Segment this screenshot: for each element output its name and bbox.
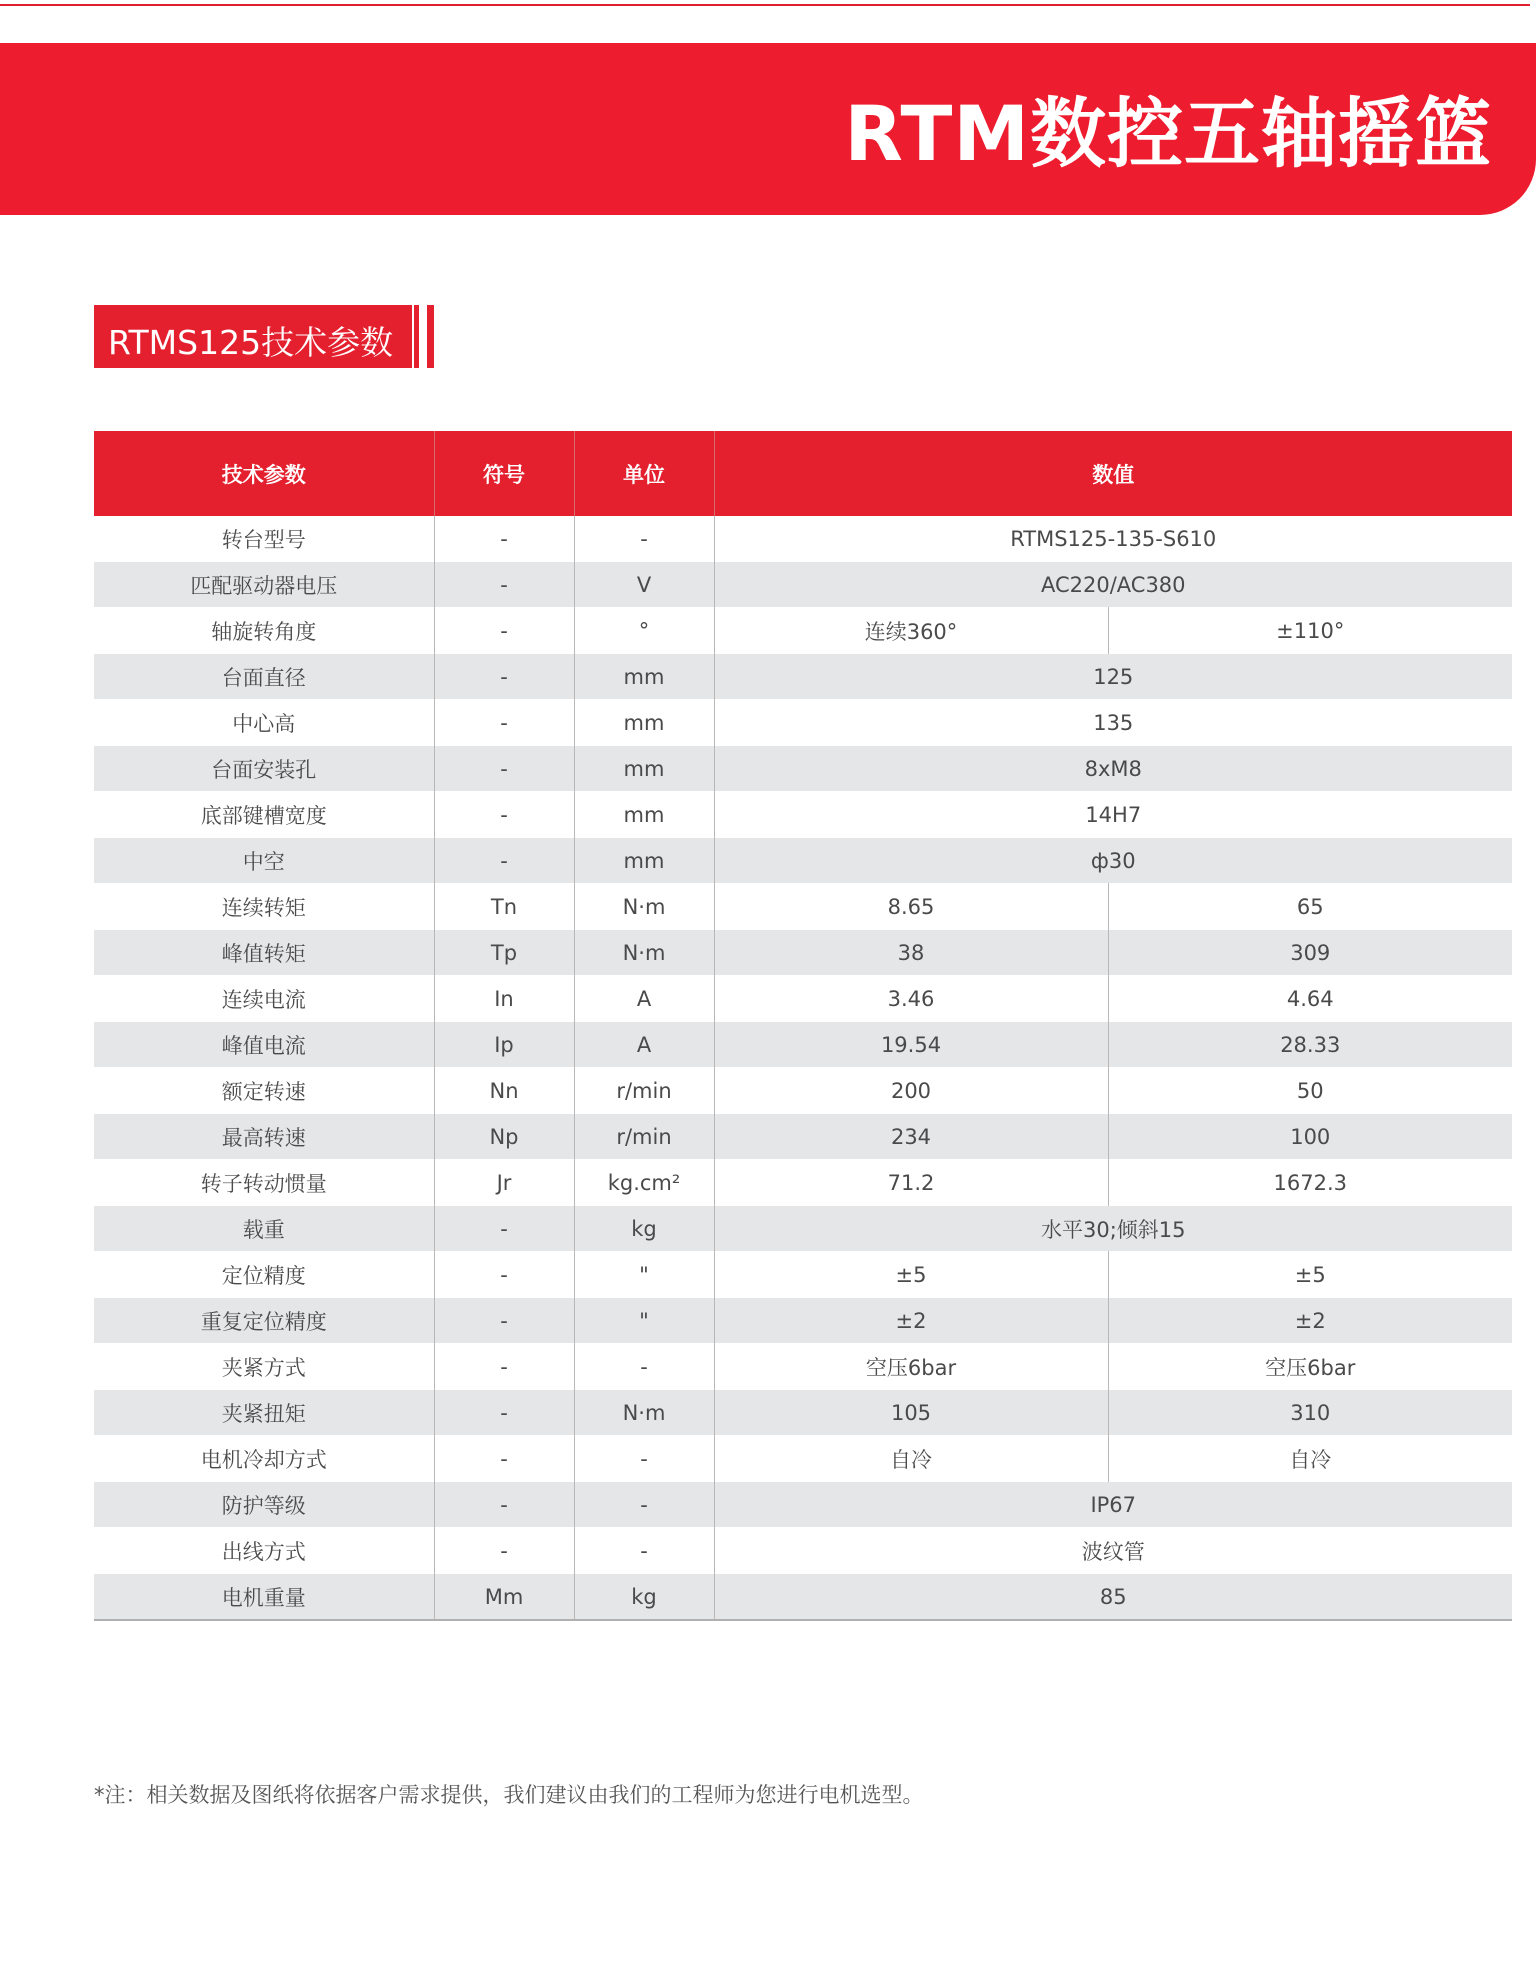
table-body — [94, 516, 1512, 1620]
value-cell-c: 65 — [1108, 884, 1512, 930]
value-cell-a: ±5 — [714, 1252, 1108, 1298]
page-title: RTM数控五轴摇篮 — [844, 89, 1492, 178]
symbol-cell: - — [434, 1206, 574, 1252]
param-cell: 出线方式 — [94, 1528, 434, 1574]
value-cell-c: 310 — [1108, 1390, 1512, 1436]
param-cell: 电机冷却方式 — [94, 1436, 434, 1482]
table-row — [94, 1482, 1512, 1528]
table-row — [94, 1068, 1512, 1114]
value-cell-c: 309 — [1108, 930, 1512, 976]
unit-cell: mm — [574, 700, 714, 746]
table-row — [94, 884, 1512, 930]
value-cell: RTMS125-135-S610 — [714, 516, 1512, 562]
param-cell: 底部键槽宽度 — [94, 792, 434, 838]
param-cell: 连续电流 — [94, 976, 434, 1022]
value-cell-c: ±2 — [1108, 1298, 1512, 1344]
value-cell-a: 空压6bar — [714, 1344, 1108, 1390]
value-cell-a: 3.46 — [714, 976, 1108, 1022]
param-cell: 载重 — [94, 1206, 434, 1252]
symbol-cell: - — [434, 562, 574, 608]
unit-cell: mm — [574, 654, 714, 700]
value-cell-a: 105 — [714, 1390, 1108, 1436]
symbol-cell: Ip — [434, 1022, 574, 1068]
value-cell-c: 1672.3 — [1108, 1160, 1512, 1206]
param-cell: 中空 — [94, 838, 434, 884]
symbol-cell: - — [434, 838, 574, 884]
param-cell: 最高转速 — [94, 1114, 434, 1160]
symbol-cell: - — [434, 516, 574, 562]
table-row — [94, 1436, 1512, 1482]
symbol-cell: - — [434, 1482, 574, 1528]
value-cell: 135 — [714, 700, 1512, 746]
symbol-cell: - — [434, 792, 574, 838]
unit-cell: V — [574, 562, 714, 608]
table-row — [94, 930, 1512, 976]
table-row — [94, 1298, 1512, 1344]
value-cell-c: 100 — [1108, 1114, 1512, 1160]
table-row — [94, 654, 1512, 700]
section-heading — [94, 305, 412, 368]
footnote: *注：相关数据及图纸将依据客户需求提供，我们建议由我们的工程师为您进行电机选型。 — [94, 1783, 924, 1807]
value-cell-a: 自冷 — [714, 1436, 1108, 1482]
symbol-cell: - — [434, 1298, 574, 1344]
param-cell: 峰值转矩 — [94, 930, 434, 976]
unit-cell: mm — [574, 792, 714, 838]
unit-cell: N·m — [574, 930, 714, 976]
table-header-row — [94, 431, 1512, 516]
symbol-cell: In — [434, 976, 574, 1022]
symbol-cell: Tn — [434, 884, 574, 930]
value-cell: 125 — [714, 654, 1512, 700]
param-cell: 夹紧扭矩 — [94, 1390, 434, 1436]
value-cell-c: 自冷 — [1108, 1436, 1512, 1482]
param-cell: 转子转动惯量 — [94, 1160, 434, 1206]
param-cell: 防护等级 — [94, 1482, 434, 1528]
table-row — [94, 1252, 1512, 1298]
column-header-value: 数值 — [714, 431, 1512, 516]
param-cell: 匹配驱动器电压 — [94, 562, 434, 608]
table-row — [94, 1574, 1512, 1621]
unit-cell: mm — [574, 838, 714, 884]
unit-cell: N·m — [574, 884, 714, 930]
table-row — [94, 1114, 1512, 1160]
value-cell: AC220/AC380 — [714, 562, 1512, 608]
symbol-cell: Tp — [434, 930, 574, 976]
table-row — [94, 746, 1512, 792]
param-cell: 连续转矩 — [94, 884, 434, 930]
unit-cell: " — [574, 1298, 714, 1344]
value-cell: IP67 — [714, 1482, 1512, 1528]
value-cell-a: 234 — [714, 1114, 1108, 1160]
param-cell: 额定转速 — [94, 1068, 434, 1114]
value-cell-a: 38 — [714, 930, 1108, 976]
unit-cell: A — [574, 976, 714, 1022]
table-row — [94, 1206, 1512, 1252]
param-cell: 夹紧方式 — [94, 1344, 434, 1390]
table-row — [94, 1160, 1512, 1206]
table-row — [94, 1022, 1512, 1068]
unit-cell: - — [574, 1482, 714, 1528]
top-divider-line — [0, 4, 1530, 6]
value-cell-c: 4.64 — [1108, 976, 1512, 1022]
param-cell: 电机重量 — [94, 1574, 434, 1621]
table-row — [94, 608, 1512, 654]
symbol-cell: - — [434, 1390, 574, 1436]
symbol-cell: - — [434, 1528, 574, 1574]
value-cell-c: ±5 — [1108, 1252, 1512, 1298]
value-cell: 8xM8 — [714, 746, 1512, 792]
unit-cell: - — [574, 516, 714, 562]
column-header-unit: 单位 — [574, 431, 714, 516]
symbol-cell: Np — [434, 1114, 574, 1160]
symbol-cell: Nn — [434, 1068, 574, 1114]
value-cell-c: 空压6bar — [1108, 1344, 1512, 1390]
param-cell: 台面直径 — [94, 654, 434, 700]
param-cell: 台面安装孔 — [94, 746, 434, 792]
param-cell: 转台型号 — [94, 516, 434, 562]
symbol-cell: - — [434, 608, 574, 654]
column-header-symbol: 符号 — [434, 431, 574, 516]
value-cell: 水平30;倾斜15 — [714, 1206, 1512, 1252]
unit-cell: kg — [574, 1206, 714, 1252]
spec-table — [94, 431, 1512, 1621]
table-row — [94, 562, 1512, 608]
value-cell: ф30 — [714, 838, 1512, 884]
unit-cell: kg.cm² — [574, 1160, 714, 1206]
unit-cell: - — [574, 1436, 714, 1482]
param-cell: 轴旋转角度 — [94, 608, 434, 654]
unit-cell: mm — [574, 746, 714, 792]
symbol-cell: - — [434, 654, 574, 700]
value-cell: 波纹管 — [714, 1528, 1512, 1574]
unit-cell: r/min — [574, 1114, 714, 1160]
value-cell-c: 28.33 — [1108, 1022, 1512, 1068]
value-cell-a: 8.65 — [714, 884, 1108, 930]
param-cell: 峰值电流 — [94, 1022, 434, 1068]
value-cell-a: 71.2 — [714, 1160, 1108, 1206]
table-row — [94, 516, 1512, 562]
column-header-param: 技术参数 — [94, 431, 434, 516]
header-banner — [0, 43, 1536, 215]
table-row — [94, 838, 1512, 884]
section-accent-bar — [427, 305, 434, 368]
param-cell: 定位精度 — [94, 1252, 434, 1298]
value-cell-a: ±2 — [714, 1298, 1108, 1344]
value-cell-c: ±110° — [1108, 608, 1512, 654]
table-row — [94, 976, 1512, 1022]
symbol-cell: - — [434, 1344, 574, 1390]
table-row — [94, 1390, 1512, 1436]
symbol-cell: - — [434, 700, 574, 746]
value-cell-a: 连续360° — [714, 608, 1108, 654]
symbol-cell: - — [434, 746, 574, 792]
symbol-cell: - — [434, 1436, 574, 1482]
value-cell-a: 19.54 — [714, 1022, 1108, 1068]
table-row — [94, 1344, 1512, 1390]
unit-cell: " — [574, 1252, 714, 1298]
unit-cell: A — [574, 1022, 714, 1068]
value-cell: 85 — [714, 1574, 1512, 1621]
unit-cell: ° — [574, 608, 714, 654]
symbol-cell: Jr — [434, 1160, 574, 1206]
table-row — [94, 700, 1512, 746]
unit-cell: r/min — [574, 1068, 714, 1114]
symbol-cell: - — [434, 1252, 574, 1298]
unit-cell: N·m — [574, 1390, 714, 1436]
section-heading-label: RTMS125技术参数 — [108, 323, 394, 362]
value-cell: 14H7 — [714, 792, 1512, 838]
param-cell: 重复定位精度 — [94, 1298, 434, 1344]
table-row — [94, 792, 1512, 838]
value-cell-a: 200 — [714, 1068, 1108, 1114]
table-row — [94, 1528, 1512, 1574]
value-cell-c: 50 — [1108, 1068, 1512, 1114]
param-cell: 中心高 — [94, 700, 434, 746]
unit-cell: - — [574, 1528, 714, 1574]
section-accent-bar — [414, 305, 419, 368]
unit-cell: kg — [574, 1574, 714, 1621]
unit-cell: - — [574, 1344, 714, 1390]
symbol-cell: Mm — [434, 1574, 574, 1621]
